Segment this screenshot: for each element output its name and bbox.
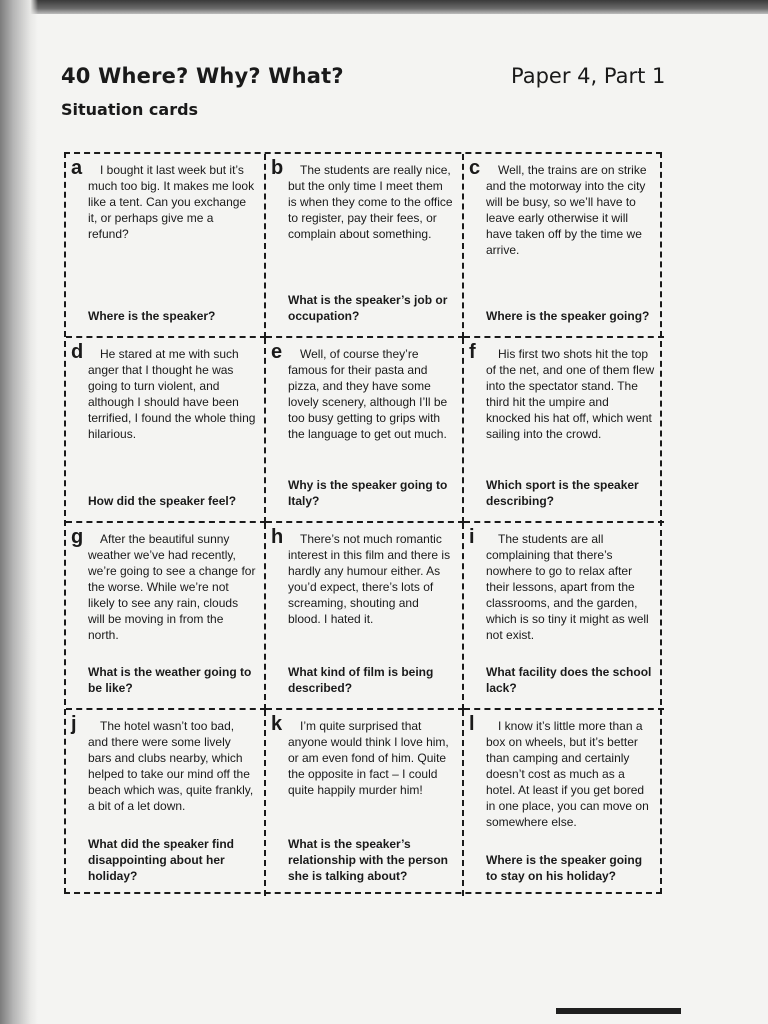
card-question: Where is the speaker going to stay on his holiday?	[486, 853, 643, 883]
card-text: Well, of course they’re famous for their pasta and pizza, and they have some lovely scenery, although I’ll be too busy getting to grips with the language to get out much.	[288, 347, 448, 441]
situation-card-a	[66, 154, 266, 338]
card-letter: g	[71, 526, 84, 548]
card-question: What kind of film is being described?	[288, 665, 434, 695]
card-letter: i	[469, 526, 475, 548]
card-question: What is the speaker’s relationship with the person she is talking about?	[288, 837, 449, 883]
footer-bar	[556, 1008, 681, 1014]
card-letter: c	[469, 157, 481, 179]
card-letter: h	[271, 526, 284, 548]
situation-card-c	[464, 154, 664, 338]
page-binding-shadow	[0, 0, 38, 1024]
card-text: Well, the trains are on strike and the motorway into the city will be busy, so we’ll have to leave early otherwise it will have taken off by the time we arrive.	[486, 163, 647, 257]
card-text: The hotel wasn’t too bad, and there were some lively bars and clubs nearby, which helped to take our mind off the beach which was, quite frankly, a bit of a let down.	[88, 719, 254, 813]
situation-card-f	[464, 338, 664, 523]
card-question: Why is the speaker going to Italy?	[288, 478, 448, 508]
card-question: How did the speaker feel?	[88, 494, 237, 508]
section-subtitle: Situation cards	[61, 100, 199, 119]
card-letter: j	[71, 713, 77, 735]
card-letter: l	[469, 713, 475, 735]
page-top-edge	[0, 0, 768, 14]
card-letter: e	[271, 341, 283, 363]
card-letter: a	[71, 157, 83, 179]
situation-card-l	[464, 710, 664, 896]
card-question: What is the weather going to be like?	[88, 665, 252, 695]
card-text: I’m quite surprised that anyone would think I love him, or am even fond of him. Quite the opposite in fact – I could quite happily murder him!	[288, 719, 449, 797]
card-letter: b	[271, 157, 284, 179]
card-letter: k	[271, 713, 283, 735]
situation-card-h	[266, 523, 464, 710]
card-question: What is the speaker’s job or occupation?	[288, 293, 448, 323]
card-question: What facility does the school lack?	[486, 665, 652, 695]
card-text: The students are all complaining that there’s nowhere to go to relax after their lessons, apart from the classrooms, and the garden, which is so tiny it might as well not exist.	[486, 532, 649, 642]
paper-reference: Paper 4, Part 1	[511, 64, 666, 88]
card-text: He stared at me with such anger that I thought he was going to turn violent, and although I should have been terrified, I found the whole thing hilarious.	[88, 347, 256, 441]
card-text: There’s not much romantic interest in this film and there is hardly any humour either. As you’d expect, there’s lots of screaming, shouting and blood. I hated it.	[288, 532, 451, 626]
card-question: What did the speaker find disappointing about her holiday?	[88, 837, 235, 883]
situation-card-g	[66, 523, 266, 710]
situation-card-j	[66, 710, 266, 896]
page-title: 40 Where? Why? What?	[61, 64, 344, 88]
card-text: His first two shots hit the top of the net, and one of them flew into the spectator stand. The third hit the umpire and knocked his hat off, which went sailing into the crowd.	[486, 347, 655, 441]
card-text: After the beautiful sunny weather we’ve had recently, we’re going to see a change for the worse. While we’re not likely to see any rain, clouds will be moving in from the north.	[88, 532, 256, 642]
situation-card-b	[266, 154, 464, 338]
card-letter: d	[71, 341, 84, 363]
card-question: Where is the speaker going?	[486, 309, 650, 323]
situation-card-k	[266, 710, 464, 896]
situation-cards-grid	[64, 152, 662, 894]
card-question: Which sport is the speaker describing?	[486, 478, 639, 508]
card-question: Where is the speaker?	[88, 309, 216, 323]
card-letter: f	[469, 341, 476, 363]
card-text: I bought it last week but it’s much too big. It makes me look like a tent. Can you exchange it, or perhaps give me a refund?	[88, 163, 255, 241]
situation-card-e	[266, 338, 464, 523]
situation-card-d	[66, 338, 266, 523]
situation-card-i	[464, 523, 664, 710]
card-text: The students are really nice, but the only time I meet them is when they come to the office to register, pay their fees, or complain about something.	[288, 163, 453, 241]
card-text: I know it’s little more than a box on wheels, but it’s better than camping and certainly doesn’t cost as much as a hotel. At least if you get bored in one place, you can move on somewhere else.	[486, 719, 649, 829]
